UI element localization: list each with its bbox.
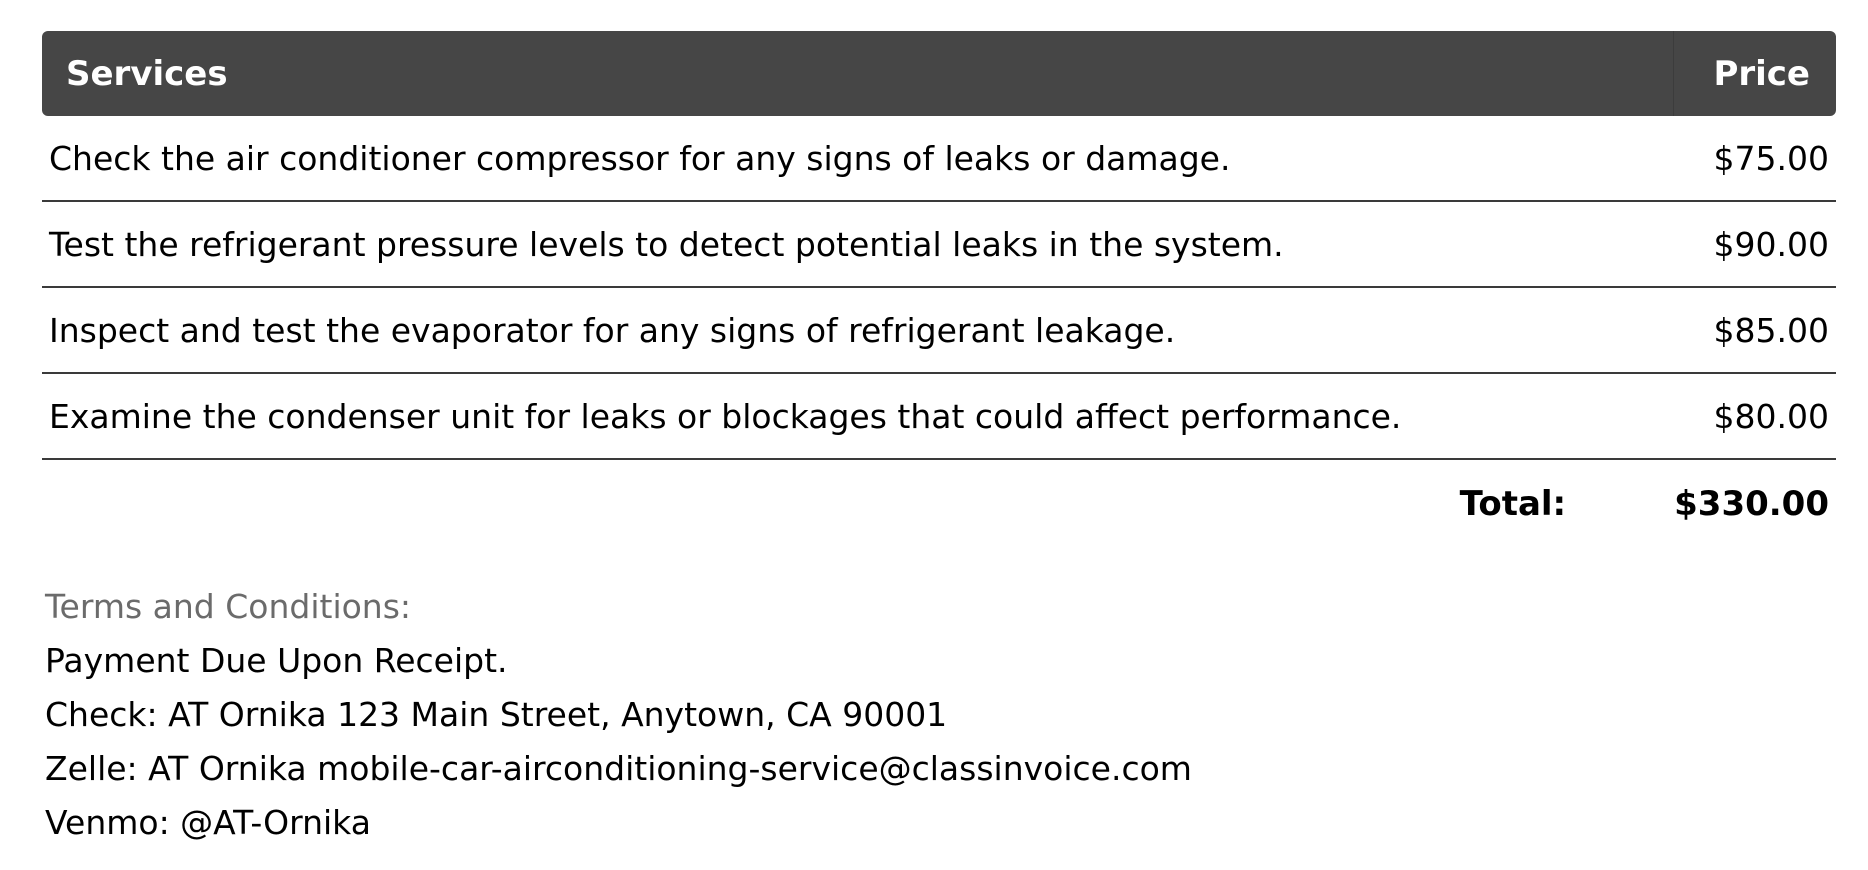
column-divider	[1673, 31, 1674, 116]
table-header	[42, 31, 1836, 116]
table-row	[42, 288, 1836, 374]
table-row	[42, 116, 1836, 202]
terms-title: Terms and Conditions:	[45, 587, 412, 626]
header-price: Price	[1713, 53, 1810, 94]
total-label: Total:	[1459, 483, 1567, 524]
service-description: Examine the condenser unit for leaks or blockages that could affect performance.	[49, 396, 1402, 436]
service-description: Test the refrigerant pressure levels to detect potential leaks in the system.	[49, 224, 1284, 264]
service-price: $85.00	[1713, 310, 1829, 350]
table-row	[42, 202, 1836, 288]
table-row	[42, 374, 1836, 460]
total-value: $330.00	[1674, 483, 1829, 524]
terms-line-zelle: Zelle: AT Ornika mobile-car-airconditioning-service@classinvoice.com	[45, 749, 1192, 788]
service-price: $75.00	[1713, 138, 1829, 178]
terms-line-venmo: Venmo: @AT-Ornika	[45, 803, 371, 842]
service-description: Check the air conditioner compressor for any signs of leaks or damage.	[49, 138, 1231, 178]
terms-line-payment: Payment Due Upon Receipt.	[45, 641, 508, 680]
service-description: Inspect and test the evaporator for any signs of refrigerant leakage.	[49, 310, 1176, 350]
terms-section	[45, 580, 1192, 850]
terms-line-check: Check: AT Ornika 123 Main Street, Anytown, CA 90001	[45, 695, 948, 734]
service-price: $90.00	[1713, 224, 1829, 264]
total-row	[42, 460, 1836, 547]
services-table	[42, 31, 1836, 547]
header-services: Services	[66, 53, 228, 94]
service-price: $80.00	[1713, 396, 1829, 436]
